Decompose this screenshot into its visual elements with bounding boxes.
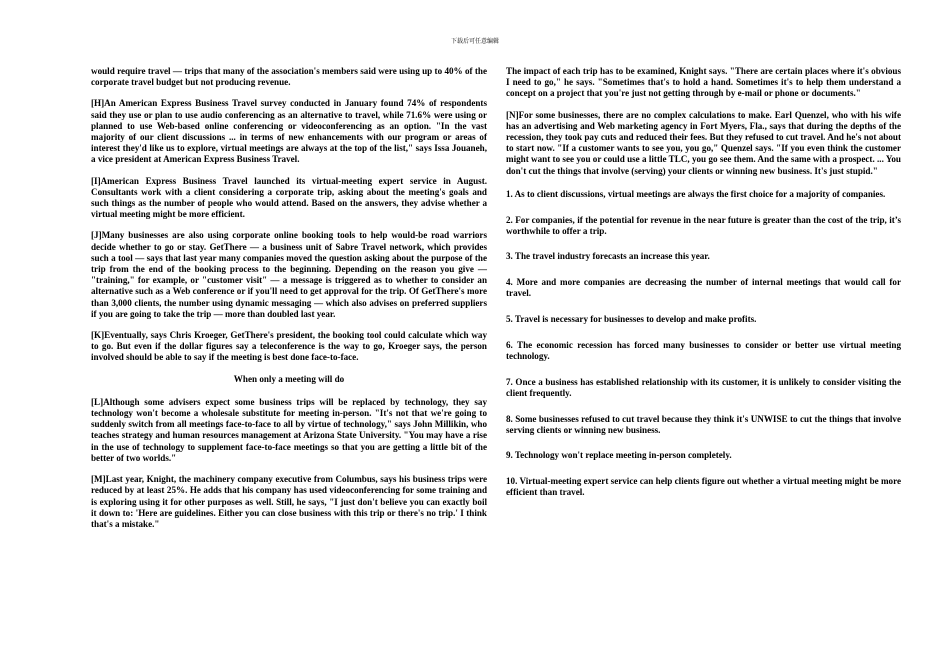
paragraph-m-continued: The impact of each trip has to be examined, Knight says. "There are certain places where it's obvious I need to go," he says. "Sometimes that's to hold a hand. Sometimes it's to help them understand a concept on a project that you're just not getting through by e-mail or phone or documents." [506,66,901,99]
question-6: 6. The economic recession has forced many businesses to consider or better use virtual meeting technology. [506,339,901,361]
paragraph-k: [K]Eventually, says Chris Kroeger, GetThere's president, the booking tool could calculate which way to go. But even if the dollar figures say a teleconference is the way to go, Kroeger says, the person involved should be able to say if the meeting is best done face-to-face. [91,330,487,363]
section-heading: When only a meeting will do [233,373,345,384]
right-column [506,66,901,513]
question-3: 3. The travel industry forecasts an increase this year. [506,251,710,262]
paragraph-h: [H]An American Express Business Travel survey conducted in January found 74% of respondents said they use or plan to use audio conferencing as an alternative to travel, while 71.6% were using or planned to use Web-based online conferencing or videoconferencing as an option. "In the vast majority of our client discussions ... in terms of new enhancements with our program or areas of interest they'd like us to explore, virtual meetings are always at the top of the list," says Issa Jouaneh, a vice president at American Express Business Travel. [91,98,487,165]
paragraph-l: [L]Although some advisers expect some business trips will be replaced by technology, they say technology won't become a wholesale substitute for meeting in-person. "It's not that we're going to suddenly switch from all meetings face-to-face to all by virtue of technology," says John Millikin, who teaches strategy and human resources management at Arizona State University. "You may have a rise in the use of technology to supplement face-to-face meetings so that you are getting a little bit of the better of two worlds." [91,396,487,463]
question-9: 9. Technology won't replace meeting in-person completely. [506,450,732,461]
question-2: 2. For companies, if the potential for revenue in the near future is greater than the cost of the trip, it’s worthwhile to offer a trip. [506,214,901,236]
question-5: 5. Travel is necessary for businesses to develop and make profits. [506,314,757,325]
paragraph-j: [J]Many businesses are also using corporate online booking tools to help would-be road warriors decide whether to go or stay. GetThere — a business unit of Sabre Travel network, which provides such a tool — says that last year many companies moved the question asking about the purpose of the trip from the end of the booking process to the beginning. Depending on the reason you give — "training," for example, or "customer visit" — a message is triggered as to whether to consider an alternative such as a Web conference or if you'll need to get approval for the trip. Of GetThere's more than 3,000 clients, the number using dynamic messaging — which also advises on preferred suppliers if you are going to take the trip — more than doubled last year. [91,230,487,319]
left-column [91,66,487,540]
question-10: 10. Virtual-meeting expert service can help clients figure out whether a virtual meeting might be more efficient than travel. [506,476,901,498]
page-header: 下载后可任意编辑 [450,38,499,45]
question-8: 8. Some businesses refused to cut travel because they think it's UNWISE to cut the things that involve serving clients or winning new business. [506,413,901,435]
question-4: 4. More and more companies are decreasing the number of internal meetings that would call for travel. [506,277,901,299]
paragraph-m: [M]Last year, Knight, the machinery company executive from Columbus, says his business trips were reduced by at least 25%. He adds that his company has used videoconferencing for some training and is exploring using it for other purposes as well. Still, he says, "I just don't believe you can exactly boil it down to: 'Here are guidelines. Either you can close business with this trip or there's no trip.' I think that's a mistake." [91,474,487,529]
paragraph-n: [N]For some businesses, there are no complex calculations to make. Earl Quenzel, who with his wife has an advertising and Web marketing agency in Fort Myers, Fla., says that during the depths of the recession, they took pay cuts and reduced their fees. But they refused to cut travel. And he's not about to start now. "If a customer wants to see you, you go," Quenzel says. "If you even think the customer might want to see you or could use a little TLC, you go see them. And the same with a prospect. ... You don't cut the things that involve (serving) your clients or winning new business. It's just stupid." [506,109,901,176]
paragraph-i: [I]American Express Business Travel launched its virtual-meeting expert service in August. Consultants work with a client considering a corporate trip, asking about the meeting's goals and such things as the number of people who would attend. Based on the answers, they advise whether a virtual meeting might be more efficient. [91,175,487,220]
question-7: 7. Once a business has established relationship with its customer, it is unlikely to consider visiting the client frequently. [506,376,901,398]
paragraph-g-continued: would require travel — trips that many of the association's members said were using up to 40% of the corporate travel budget but not producing revenue. [91,66,487,88]
question-1: 1. As to client discussions, virtual meetings are always the first choice for a majority of companies. [506,188,886,199]
